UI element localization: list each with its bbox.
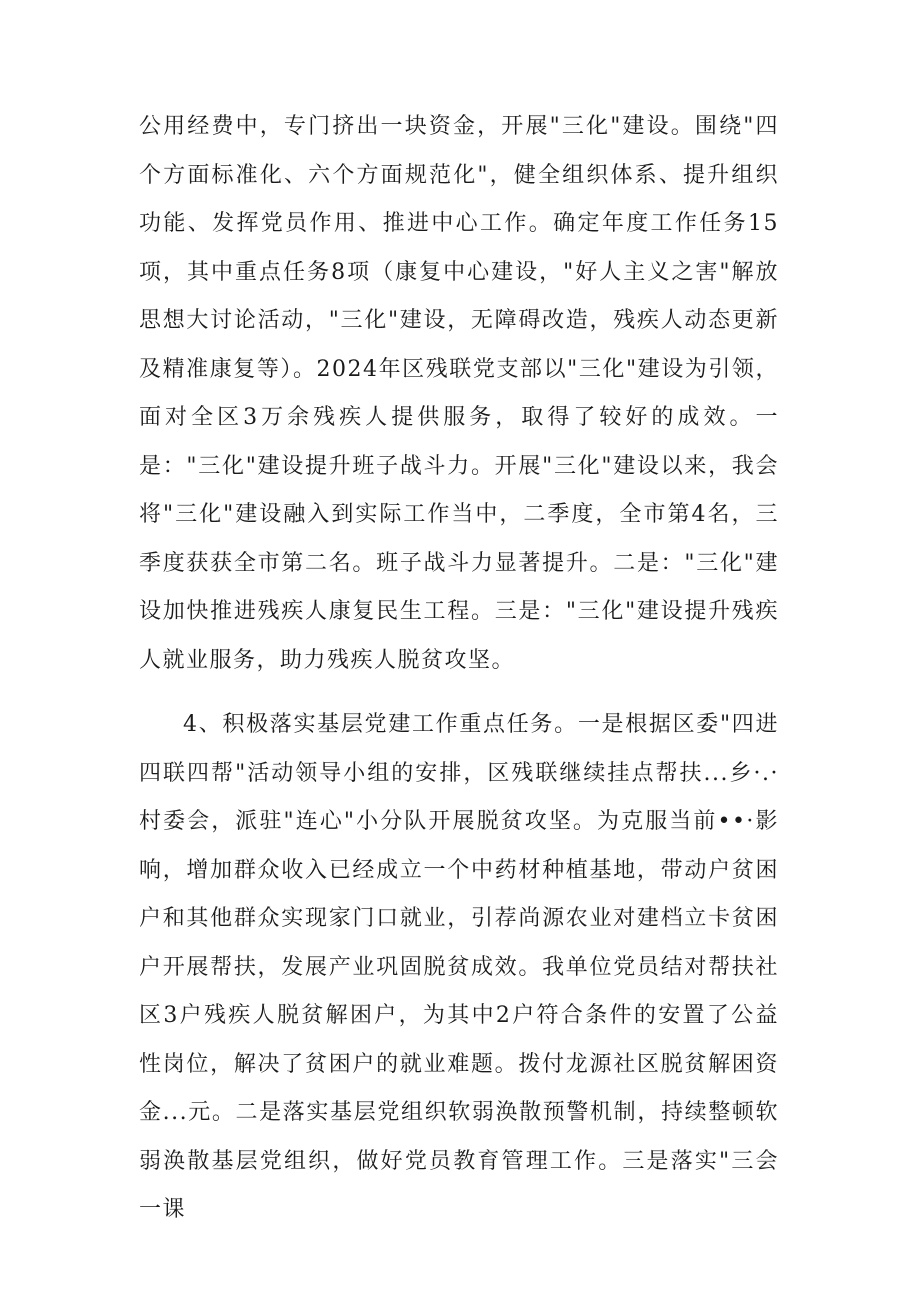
paragraph-1: 公用经费中，专门挤出一块资金，开展"三化"建设。围绕"四个方面标准化、六个方面规范化"，健全组织体系、提升组织功能、发挥党员作用、推进中心工作。确定年度工作任务15项，其中重点任务8项（康复中心建设，"好人主义之害"解放思想大讨论活动，"三化"建设，无障碍改造，残疾人动态更新及精准康复等）。2024年区残联党支部以"三化"建设为引领，面对全区3万余残疾人提供服务，取得了较好的成效。一是："三化"建设提升班子战斗力。开展"三化"建设以来，我会将"三化"建设融入到实际工作当中，二季度，全市第4名，三季度获获全市第二名。班子战斗力显著提升。二是："三化"建设加快推进残疾人康复民生工程。三是："三化"建设提升残疾人就业服务，助力残疾人脱贫攻坚。: [139, 114, 779, 673]
paragraph-2: 4、积极落实基层党建工作重点任务。一是根据区委"四进四联四帮"活动领导小组的安排，区残联继续挂点帮扶...乡·.·村委会，派驻"连心"小分队开展脱贫攻坚。为克服当前••·影响，增加群众收入已经成立一个中药材种植基地，带动户贫困户和其他群众实现家门口就业，引荐尚源农业对建档立卡贫困户开展帮扶，发展产业巩固脱贫成效。我单位党员结对帮扶社区3户残疾人脱贫解困户，为其中2户符合条件的安置了公益性岗位，解决了贫困户的就业难题。拨付龙源社区脱贫解困资金...元。二是落实基层党组织软弱涣散预警机制，持续整顿软弱涣散基层党组织，做好党员教育管理工作。三是落实"三会一课: [139, 712, 779, 1222]
document-body: [139, 103, 779, 1235]
